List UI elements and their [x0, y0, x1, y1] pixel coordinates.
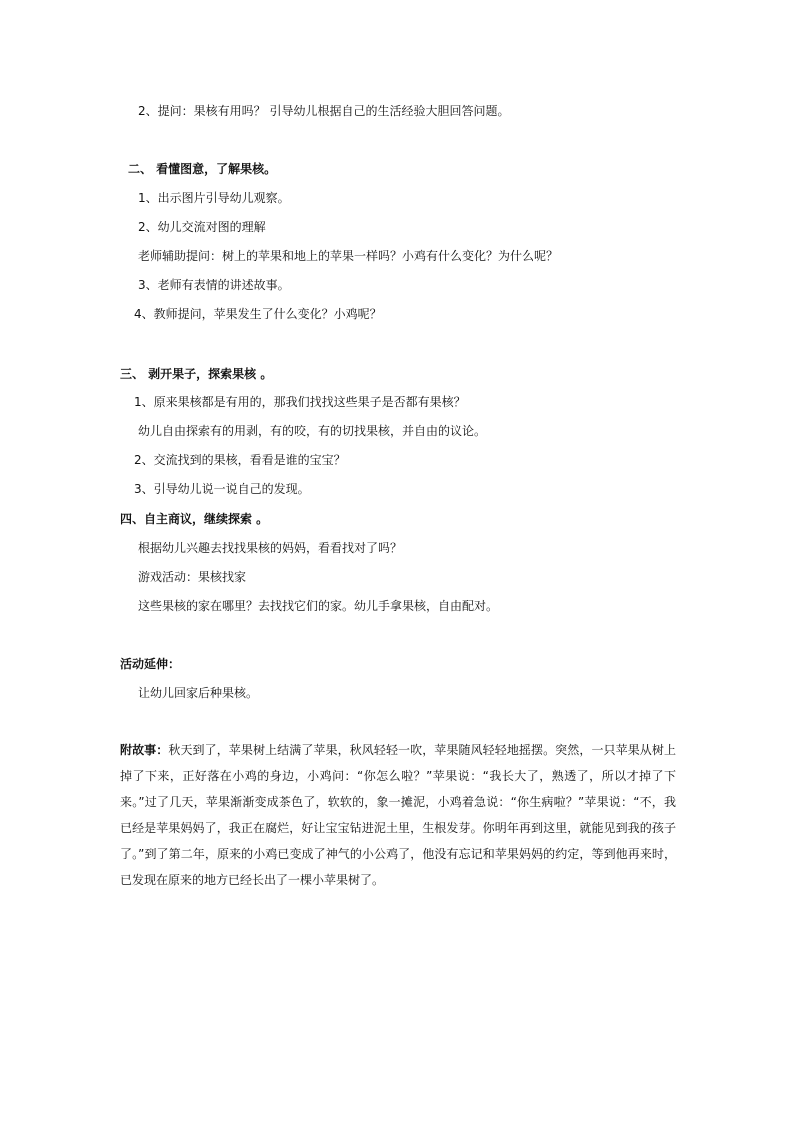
section3-item3: 3、引导幼儿说一说自己的发现。 [134, 482, 310, 496]
section2-item1: 1、出示图片引导幼儿观察。 [138, 191, 290, 205]
section3-heading: 三、 剥开果子，探索果核 。 [120, 367, 273, 381]
story-text: 秋天到了，苹果树上结满了苹果，秋风轻轻一吹，苹果随风轻轻地摇摆。突然，一只苹果从树上掉了下来，正好落在小鸡的身边，小鸡问：“你怎么啦？”苹果说：“我长大了，熟透了，所以才掉了下来。”过了几天，苹果渐渐变成茶色了，软软的，象一摊泥，小鸡着急说：“你生病啦？”苹果说：“不，我已经是苹果妈妈了，我正在腐烂，好让宝宝钻进泥土里，生根发芽。你明年再到这里，就能见到我的孩子了。”到了第二年，原来的小鸡已变成了神气的小公鸡了，他没有忘记和苹果妈妈的约定，等到他再来时，已发现在原来的地方已经长出了一棵小苹果树了。 [120, 743, 676, 887]
extension-line1: 让幼儿回家后种果核。 [138, 686, 259, 700]
section3-item1: 1、原来果核都是有用的，那我们找找这些果子是否都有果核？ [134, 395, 466, 409]
extension-heading: 活动延伸： [120, 657, 181, 671]
section2-heading: 二、 看懂图意，了解果核。 [128, 162, 277, 176]
section4-line3: 这些果核的家在哪里？去找找它们的家。幼儿手拿果核，自由配对。 [138, 599, 499, 613]
section1-item2: 2、提问：果核有用吗？ 引导幼儿根据自己的生活经验大胆回答问题。 [138, 104, 510, 118]
section4-heading: 四、自主商议，继续探索 。 [120, 512, 269, 526]
section2-note: 老师辅助提问：树上的苹果和地上的苹果一样吗？小鸡有什么变化？为什么呢？ [138, 249, 559, 263]
section2-item2: 2、幼儿交流对图的理解 [138, 220, 266, 234]
section4-line2: 游戏活动：果核找家 [138, 570, 247, 584]
story-paragraph [120, 737, 676, 893]
section3-item2: 2、交流找到的果核，看看是谁的宝宝？ [134, 453, 346, 467]
section2-item3: 3、老师有表情的讲述故事。 [138, 278, 290, 292]
story-label: 附故事： [120, 743, 169, 757]
section2-item4: 4、教师提问，苹果发生了什么变化？小鸡呢？ [134, 307, 382, 321]
section4-line1: 根据幼儿兴趣去找找果核的妈妈，看看找对了吗？ [138, 541, 403, 555]
section3-note: 幼儿自由探索有的用剥，有的咬，有的切找果核，并自由的议论。 [138, 424, 487, 438]
